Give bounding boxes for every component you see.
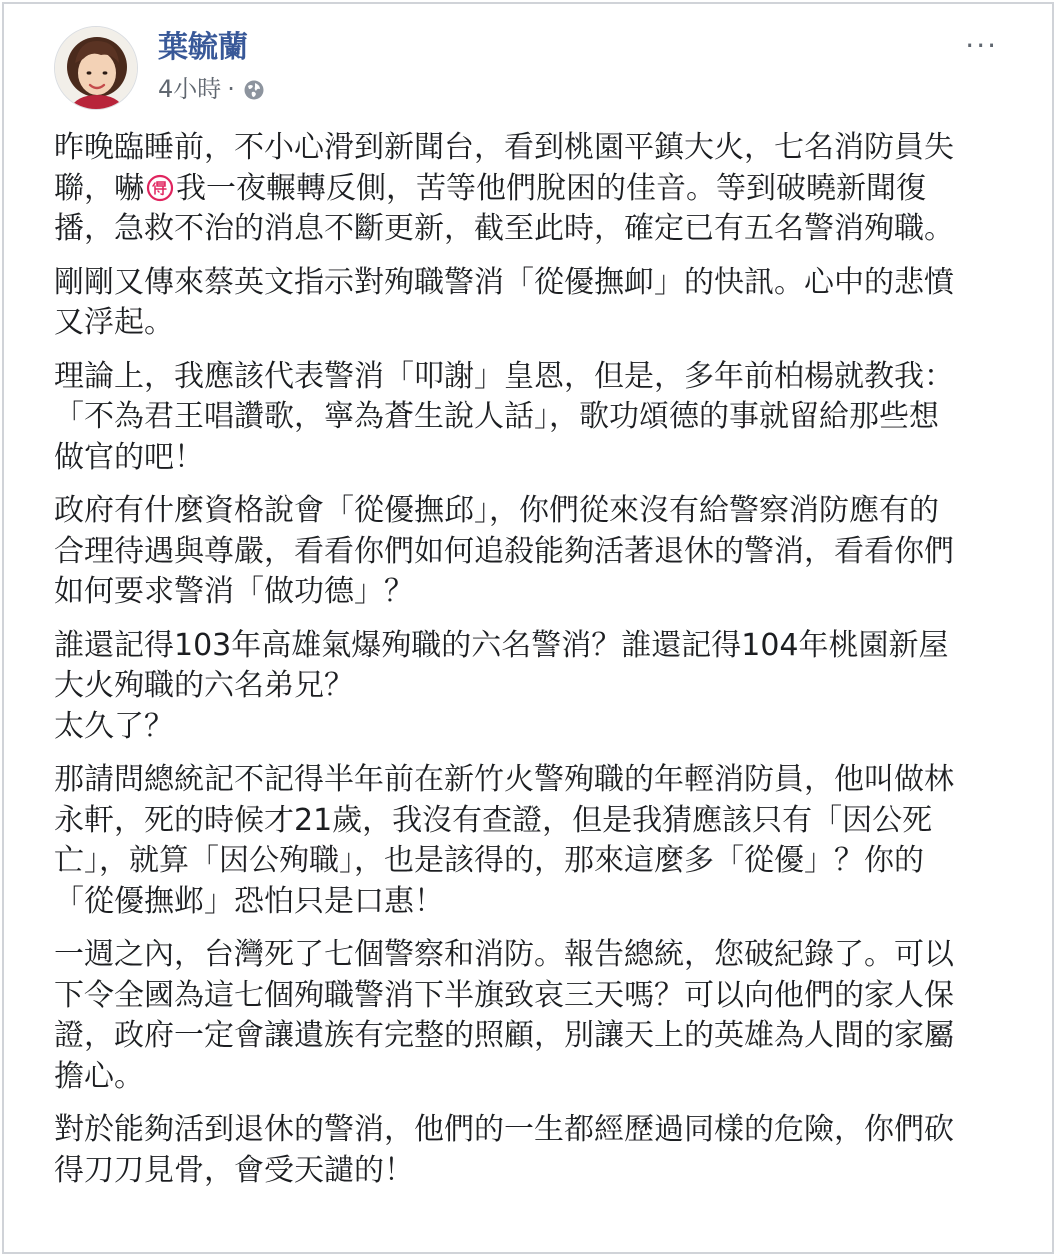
post-line-part: 我一夜輾轉反側，苦等他們脫困的佳音。等到破曉新聞復 bbox=[176, 170, 926, 206]
post-paragraph bbox=[54, 1110, 1014, 1191]
post-body bbox=[54, 128, 1014, 1204]
meta-separator: · bbox=[227, 75, 235, 103]
post-header bbox=[54, 26, 1012, 116]
post-line: 那請問總統記不記得半年前在新竹火警殉職的年輕消防員，他叫做林 bbox=[54, 762, 954, 797]
post-line: 昨晚臨睡前，不小心滑到新聞台，看到桃園平鎮大火，七名消防員失 bbox=[54, 130, 954, 165]
post-line: 如何要求警消「做功德」？ bbox=[54, 574, 414, 609]
post-line: 太久了？ bbox=[54, 708, 174, 744]
post-line-part: 聯，嚇 bbox=[54, 170, 144, 206]
post-line: 「不為君王唱讚歌，寧為蒼生說人話」，歌功頌德的事就留給那些想 bbox=[54, 399, 939, 434]
post-paragraph bbox=[54, 626, 1014, 748]
circled-de-emoji-icon bbox=[146, 173, 174, 201]
post-paragraph bbox=[54, 263, 1014, 344]
post-line: 播，急救不治的消息不斷更新，截至此時，確定已有五名警消殉職。 bbox=[54, 211, 954, 246]
post-line: 合理待遇與尊嚴，看看你們如何追殺能夠活著退休的警消，看看你們 bbox=[54, 533, 954, 569]
post-line: 政府有什麼資格說會「從優撫邱」，你們從來沒有給警察消防應有的 bbox=[54, 493, 939, 528]
post-line: 亡」，就算「因公殉職」，也是該得的，那來這麼多「從優」？你的 bbox=[54, 843, 924, 878]
post-paragraph bbox=[54, 128, 1014, 250]
post-line: 大火殉職的六名弟兄？ bbox=[54, 668, 354, 703]
post-paragraph bbox=[54, 760, 1014, 922]
post-paragraph bbox=[54, 935, 1014, 1097]
post-time[interactable]: 4小時 bbox=[158, 75, 222, 103]
post-line: 做官的吧！ bbox=[54, 439, 204, 475]
avatar[interactable] bbox=[54, 26, 138, 110]
author-name[interactable]: 葉毓蘭 bbox=[158, 30, 248, 65]
post-line: 證，政府一定會讓遺族有完整的照顧，別讓天上的英雄為人間的家屬 bbox=[54, 1018, 954, 1053]
post-line: 得刀刀見骨，會受天譴的！ bbox=[54, 1152, 414, 1188]
post-line: 理論上，我應該代表警消「叩謝」皇恩，但是，多年前柏楊就教我： bbox=[54, 358, 954, 394]
post-line: 永軒，死的時候才21歲，我沒有查證，但是我猜應該只有「因公死 bbox=[54, 802, 933, 838]
post-line: 一週之內，台灣死了七個警察和消防。報告總統，您破紀錄了。可以 bbox=[54, 937, 954, 972]
post-line: 誰還記得103年高雄氣爆殉職的六名警消？誰還記得104年桃園新屋 bbox=[54, 627, 949, 663]
post-paragraph bbox=[54, 357, 1014, 479]
post-card bbox=[2, 2, 1054, 1254]
post-line: 擔心。 bbox=[54, 1058, 144, 1094]
post-meta bbox=[158, 74, 265, 104]
more-options-icon[interactable]: ··· bbox=[965, 29, 998, 62]
post-line bbox=[54, 169, 1014, 210]
post-paragraph bbox=[54, 491, 1014, 613]
post-line: 下令全國為這七個殉職警消下半旗致哀三天嗎？可以向他們的家人保 bbox=[54, 977, 954, 1013]
post-line: 剛剛又傳來蔡英文指示對殉職警消「從優撫卹」的快訊。心中的悲憤 bbox=[54, 264, 954, 300]
post-line: 對於能夠活到退休的警消，他們的一生都經歷過同樣的危險，你們砍 bbox=[54, 1112, 954, 1147]
post-line: 又浮起。 bbox=[54, 305, 174, 340]
globe-icon[interactable] bbox=[243, 78, 265, 100]
post-line: 「從優撫邺」恐怕只是口惠！ bbox=[54, 883, 444, 919]
